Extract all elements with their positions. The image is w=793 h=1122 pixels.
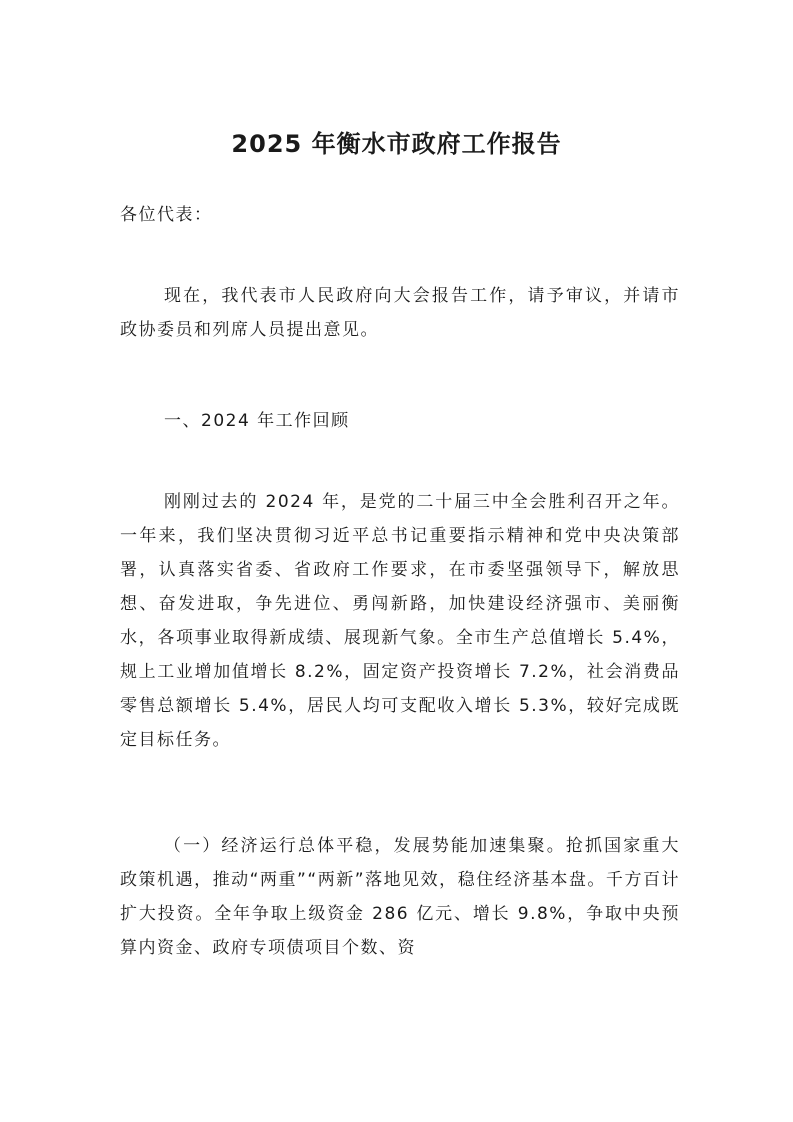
salutation: 各位代表： [120,205,213,225]
section-heading: 一、2024 年工作回顾 [164,411,350,431]
subsection-paragraph: （一）经济运行总体平稳，发展势能加速集聚。抢抓国家重大政策机遇，推动“两重”“两新”落地见效，稳住经济基本盘。千方百计扩大投资。全年争取上级资金 286 亿元、增长 9.8%，争取中央预算内资金、政府专项债项目个数、资 [120,836,680,958]
opening-paragraph: 现在，我代表市人民政府向大会报告工作，请予审议，并请市政协委员和列席人员提出意见。 [120,286,680,340]
document-title: 2025 年衡水市政府工作报告 [231,130,562,158]
review-paragraph: 刚刚过去的 2024 年，是党的二十届三中全会胜利召开之年。一年来，我们坚决贯彻习近平总书记重要指示精神和党中央决策部署，认真落实省委、省政府工作要求，在市委坚强领导下，解放思想、奋发进取，争先进位、勇闯新路，加快建设经济强市、美丽衡水，各项事业取得新成绩、展现新气象。全市生产总值增长 5.4%，规上工业增加值增长 8.2%，固定资产投资增长 7.2%，社会消费品零售总额增长 5.4%，居民人均可支配收入增长 5.3%，较好完成既定目标任务。 [120,492,680,750]
